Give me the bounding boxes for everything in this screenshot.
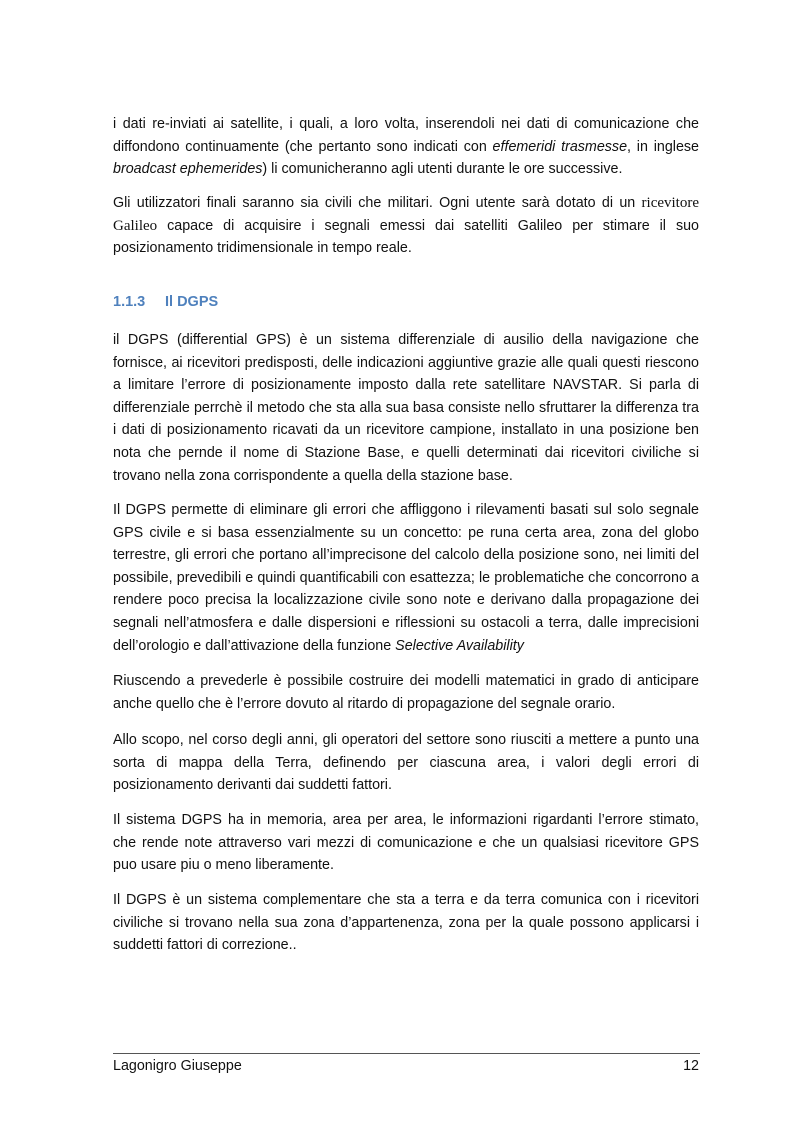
term-broadcast-ephemerides: broadcast ephemerides (113, 161, 263, 178)
paragraph-users-text-1: Gli utilizzatori finali saranno sia civili che militari. Ogni utente sarà dotato di un (113, 195, 642, 211)
term-effemeridi-trasmesse: effemeridi trasmesse (492, 138, 628, 155)
paragraph-dgps-errors (113, 499, 699, 657)
paragraph-dgps-definition: il DGPS (differential GPS) è un sistema differenziale di ausilio della navigazione che fornisce, ai ricevitori predisposti, delle indicazioni aggiuntive grazie alle quali questi riescono a limitare l’errore di posizionamente imposto dalla rete satellitare NAVSTAR. Si parla di differenziale perrchè il metodo che sta alla sua basa consiste nello sfruttarer la differenza tra i dati di posizionamento ricavati da un ricevitore campione, installato in una posizione ben nota che pernde il nome di Stazione Base, e quelli determinati dai ricevitori civiliche si trovano nella zona corrispondente a quella della stazione base. (113, 332, 699, 484)
term-selective-availability: Selective Availability (395, 637, 524, 654)
paragraph-memory: Il sistema DGPS ha in memoria, area per area, le informazioni rigardanti l’errore stimato, che rende note attraverso vari mezzi di comunicazione e che un qualsiasi ricevitore GPS puo usare piu o meno liberamente. (113, 812, 699, 874)
paragraph-earth-map: Allo scopo, nel corso degli anni, gli operatori del settore sono riusciti a mettere a punto una sorta di mappa della Terra, definendo per ciascuna area, i valori degli errori di posizionamento derivanti dai suddetti fattori. (113, 732, 699, 794)
paragraph-intro (113, 113, 699, 181)
page-number: 12 (683, 1058, 699, 1074)
section-number: 1.1.3 (113, 294, 146, 310)
section-title: Il DGPS (165, 294, 219, 310)
paragraph-dgps-errors-text: Il DGPS permette di eliminare gli errori che affliggono i rilevamenti basati sul solo segnale GPS civile e si basa essenzialmente su un concetto: pe runa certa area, zona del globo terrestre, gli errori che portano all’imprecisone del calcolo della posizione sono, nei limiti del possibile, prevedibili e quindi quantificabili con esattezza; le problematiche che concorrono a rendere poco precisa la localizzazione civile sono note e derivano dalla propagazione dei segnali nell’atmosfera e dalle dispersioni e riflessioni su ostacoli a terra, dalle imprecisioni dell’orologio e dall’attivazione della funzione (113, 502, 699, 654)
paragraph-complementary: Il DGPS è un sistema complementare che sta a terra e da terra comunica con i ricevitori civiliche si trovano nella sua zona d’appartenenza, zona per la quale possono applicarsi i suddetti fattori di correzione.. (113, 892, 699, 954)
paragraph-users (113, 192, 699, 260)
footer-author: Lagonigro Giuseppe (113, 1058, 242, 1074)
paragraph-intro-text-2: , in inglese (627, 138, 699, 155)
section-heading (113, 294, 218, 310)
term-ricevitore-galileo: ricevitore Galileo (113, 195, 699, 234)
paragraph-models: Riuscendo a prevederle è possibile costruire dei modelli matematici in grado di anticipare anche quello che è l’errore dovuto al ritardo di propagazione del segnale orario. (113, 673, 699, 712)
paragraph-users-text-2: capace di acquisire i segnali emessi dai satelliti Galileo per stimare il suo posizionamento tridimensionale in tempo reale. (113, 217, 699, 257)
paragraph-intro-text-3: ) li comunicheranno agli utenti durante le ore successive. (262, 161, 623, 178)
paragraph-intro-text-1: i dati re-inviati ai satellite, i quali, a loro volta, inserendoli nei dati di comunicazione che diffondono continuamente (che pertanto sono indicati con (113, 116, 699, 155)
footer-divider (113, 1053, 700, 1054)
